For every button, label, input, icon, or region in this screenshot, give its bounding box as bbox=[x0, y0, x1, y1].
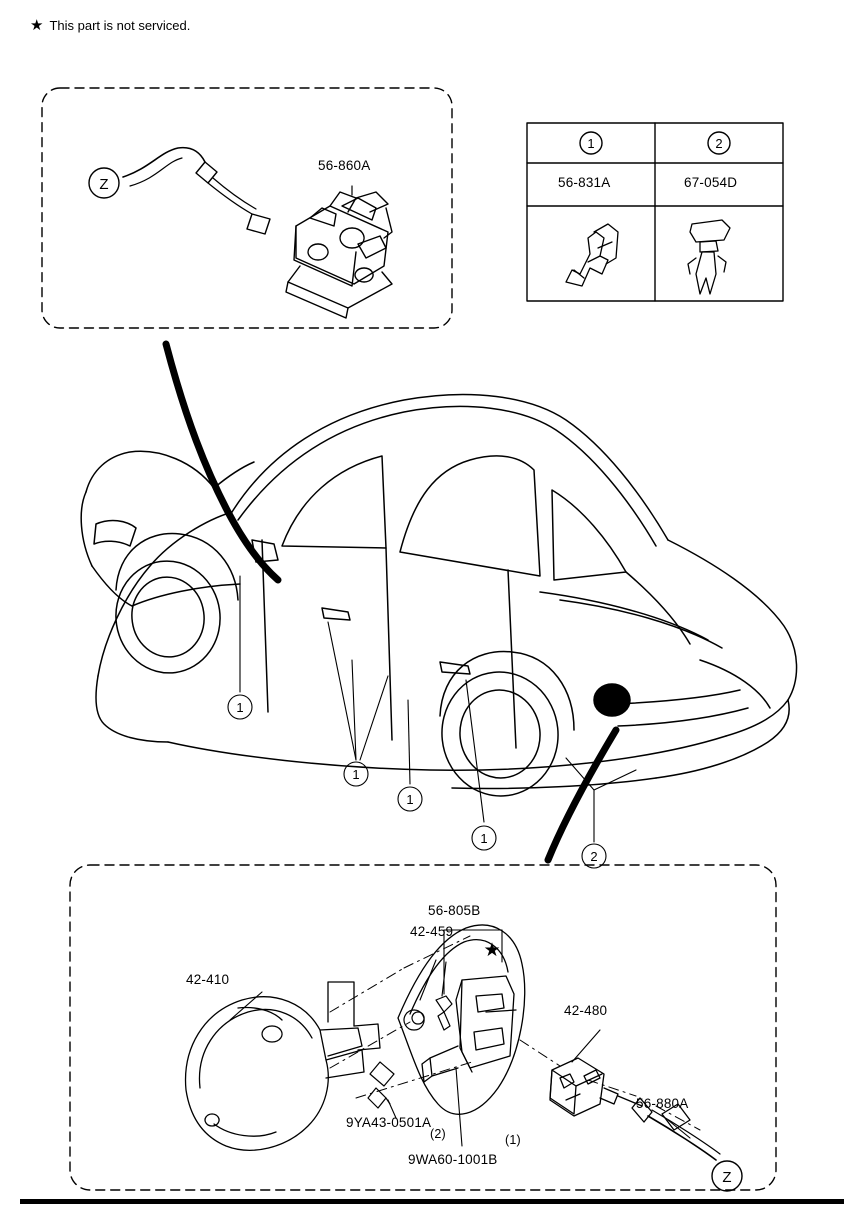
front-door-handle bbox=[322, 608, 350, 620]
callout-1-c-text: 1 bbox=[406, 792, 414, 807]
legend-callout-2-text: 2 bbox=[715, 136, 723, 151]
label-42-480: 42-480 bbox=[564, 1003, 608, 1018]
label-56-880a: 56-880A bbox=[636, 1096, 689, 1111]
svg-text:Z: Z bbox=[99, 176, 109, 193]
not-serviced-note-text: This part is not serviced. bbox=[49, 18, 191, 33]
cable-end-cap bbox=[247, 214, 270, 234]
callout-1-b-text: 1 bbox=[352, 767, 360, 782]
label-42-459: 42-459 bbox=[410, 924, 454, 939]
label-56-805b: 56-805B bbox=[428, 903, 481, 918]
clip-bracket-icon bbox=[566, 224, 618, 286]
callout-leaders bbox=[228, 576, 636, 868]
trim-strip-rear bbox=[548, 730, 616, 860]
cable-ferrule bbox=[196, 162, 217, 183]
label-qty-1: (1) bbox=[505, 1133, 521, 1147]
front-wheel bbox=[109, 554, 228, 679]
push-rivet-clip-icon bbox=[688, 220, 730, 294]
detail-box-top bbox=[42, 88, 452, 328]
callout-1-a-text: 1 bbox=[236, 700, 244, 715]
star-icon: ★ bbox=[30, 17, 44, 34]
label-9ya43-0501a: 9YA43-0501A bbox=[346, 1115, 432, 1130]
star-icon-bottom: ★ bbox=[483, 940, 501, 961]
svg-text:Z: Z bbox=[722, 1169, 732, 1186]
label-qty-2: (2) bbox=[430, 1127, 446, 1141]
legend-callout-1-text: 1 bbox=[587, 136, 595, 151]
detail-box-bottom bbox=[70, 865, 776, 1190]
cable-curve-top bbox=[123, 148, 205, 177]
legend-part-number-2: 67-054D bbox=[684, 175, 738, 190]
label-42-410: 42-410 bbox=[186, 972, 230, 987]
legend-part-number-1: 56-831A bbox=[558, 175, 611, 190]
rear-wheel bbox=[436, 666, 564, 801]
callout-2-a-text: 2 bbox=[590, 849, 598, 864]
fuel-lid-marker bbox=[594, 684, 630, 716]
fuel-lid-actuator-part bbox=[550, 1058, 618, 1116]
latch-assembly-top bbox=[286, 192, 392, 318]
footer-rule bbox=[20, 1199, 844, 1204]
sedan-body-illustration bbox=[81, 394, 796, 801]
callout-1-d-text: 1 bbox=[480, 831, 488, 846]
headlamp bbox=[94, 521, 136, 546]
filler-housing-part bbox=[398, 925, 525, 1114]
label-9wa60-1001b: 9WA60-1001B bbox=[408, 1152, 498, 1167]
label-56-860a: 56-860A bbox=[318, 158, 371, 173]
